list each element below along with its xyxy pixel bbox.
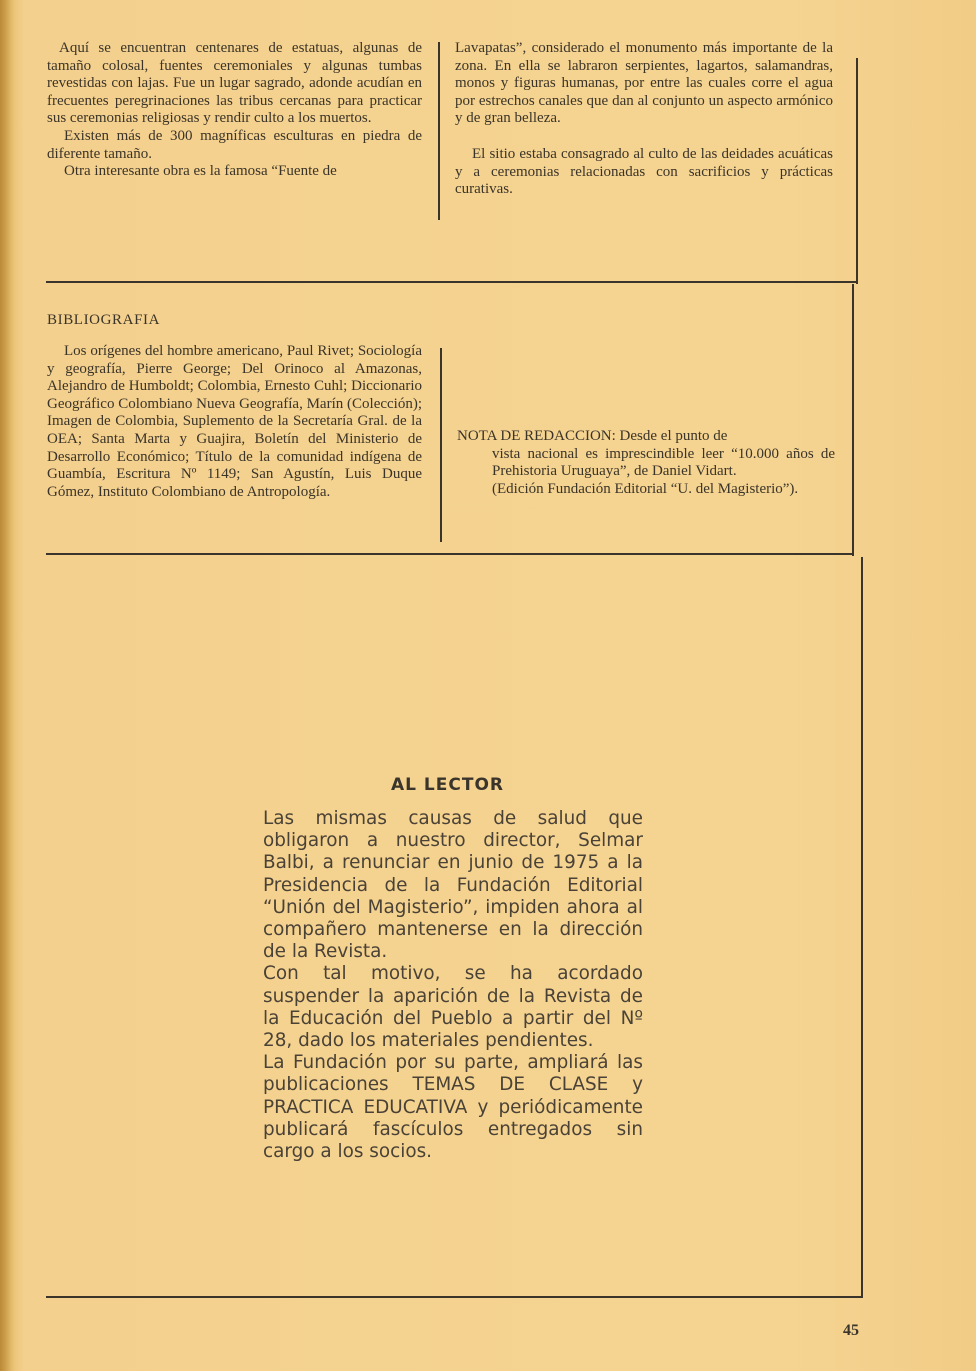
column-divider-top (438, 42, 440, 220)
article-paragraph: Existen más de 300 magníficas esculturas en piedra de diferente tamaño. (47, 127, 422, 162)
notice-paragraph: Las mismas causas de salud que obligaron a nuestro director, Selmar Balbi, a renunciar en junio de 1975 a la Presidencia de la Fundación Editorial “Unión del Magisterio”, impiden ahora al compañero mantenerse en la dirección de la Revista. (263, 808, 643, 963)
notice-body (263, 808, 643, 1163)
section-divider-top (46, 281, 858, 283)
page-spine-shadow (0, 0, 14, 1371)
frame-right-border-bottom (861, 557, 863, 1297)
notice-paragraph: Con tal motivo, se ha acordado suspender la aparición de la Revista de la Educación del Pueblo a partir del Nº 28, dado los materiales pendientes. (263, 963, 643, 1052)
notice-title: AL LECTOR (391, 775, 504, 795)
bibliography-paragraph: Los orígenes del hombre americano, Paul Rivet; Sociología y geografía, Pierre George; Del Orinoco al Amazonas, Alejandro de Humboldt; Colombia, Ernesto Cuhl; Diccionario Geográfico Colombiano Nueva Geografía, Marín (Colección); Imagen de Colombia, Suplemento de la Secretaría Gral. de la OEA; Santa Marta y Guajira, Boletín del Ministerio de Desarrollo Económico; Título de la comunidad indígena de Guambía, Escritura Nº 1149; San Agustín, Luis Duque Gómez, Instituto Colombiano de Antropología. (47, 343, 422, 500)
article-paragraph: Aquí se encuentran centenares de estatuas, algunas de tamaño colosal, fuentes ceremoniales y algunas tumbas revestidas con lajas. Fue un lugar sagrado, adonde acudían en frecuentes peregrinaciones las tribus cercanas para practicar sus ceremonias religiosas y rendir culto a los muertos. (47, 40, 422, 127)
editorial-note-body: vista nacional es imprescindible leer “10.000 años de Prehistoria Uruguaya”, de Daniel Vidart. (492, 445, 835, 480)
bibliography-title: BIBLIOGRAFIA (47, 312, 161, 328)
article-paragraph: Lavapatas”, considerado el monumento más importante de la zona. En ella se labraron serpientes, lagartos, salamandras, monos y figuras humanas, por entre las cuales corre el agua por estrechos canales que dan al conjunto un aspecto armónico y de gran belleza. (455, 40, 833, 127)
editorial-note (457, 428, 835, 498)
editorial-note-lead: NOTA DE REDACCION: Desde el punto de (457, 428, 728, 444)
section-divider-bottom (46, 1296, 863, 1298)
notice-paragraph: La Fundación por su parte, ampliará las publicaciones TEMAS DE CLASE y PRACTICA EDUCATIVA y periódicamente publicará fascículos entregados sin cargo a los socios. (263, 1052, 643, 1163)
bibliography-text (47, 343, 422, 501)
article-paragraph: El sitio estaba consagrado al culto de las deidades acuáticas y a ceremonias relacionadas con sacrificios y prácticas curativas. (455, 145, 833, 198)
editorial-note-source: (Edición Fundación Editorial “U. del Magisterio”). (492, 480, 799, 497)
article-column-left (47, 40, 422, 181)
article-paragraph: Otra interesante obra es la famosa “Fuente de (64, 163, 337, 180)
frame-right-border-middle (852, 284, 854, 556)
article-column-right (455, 40, 833, 199)
page-number: 45 (843, 1322, 859, 1339)
section-divider-middle (46, 553, 854, 555)
column-divider-bibliography (440, 348, 442, 542)
frame-right-border-top (856, 58, 858, 284)
